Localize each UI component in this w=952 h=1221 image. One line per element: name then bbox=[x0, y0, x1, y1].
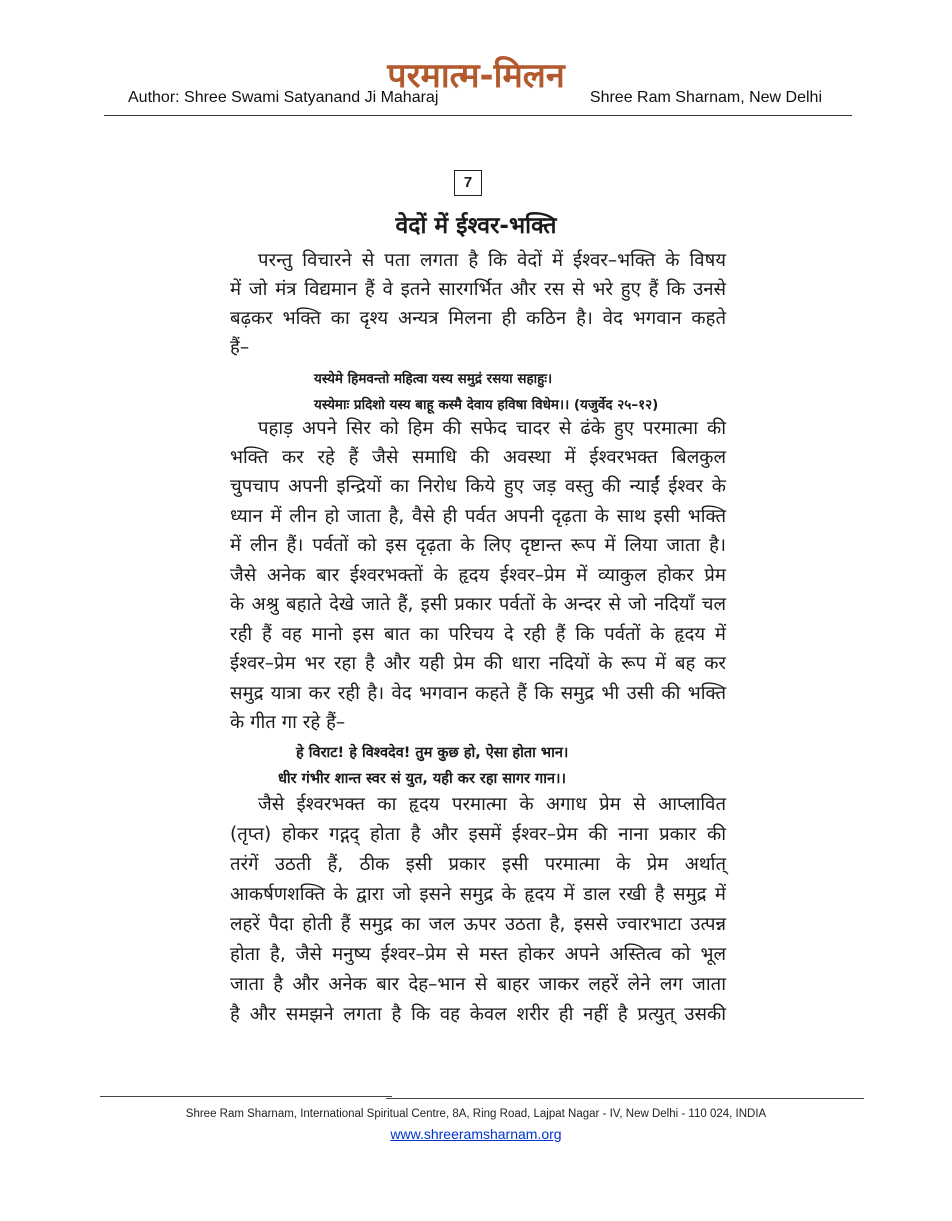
book-title: परमात्म-मिलन bbox=[387, 56, 565, 96]
text-line: तरंगें उठती हैं, ठीक इसी प्रकार इसी परमात्मा के प्रेम अर्थात् bbox=[230, 854, 726, 875]
text-line: पहाड़ अपने सिर को हिम की सफेद चादर से ढंके हुए परमात्मा की bbox=[258, 418, 726, 439]
footer-address: Shree Ram Sharnam, International Spiritual Centre, 8A, Ring Road, Lajpat Nagar - IV, New Delhi - 110 024, INDIA bbox=[185, 1108, 767, 1120]
author-name: Author: Shree Swami Satyanand Ji Maharaj bbox=[128, 89, 439, 106]
text-line: में जो मंत्र विद्यमान हैं वे इतने सारगर्भित और रस से भरे हुए हैं कि उनसे bbox=[230, 279, 726, 300]
chapter-title: वेदों में ईश्वर-भक्ति bbox=[395, 213, 557, 239]
text-line: है और समझने लगता है कि वह केवल शरीर ही नहीं है प्रत्युत् उसकी bbox=[230, 1004, 726, 1025]
header-divider bbox=[104, 115, 852, 116]
organization-name: Shree Ram Sharnam, New Delhi bbox=[589, 89, 822, 106]
page-number: 7 bbox=[454, 170, 482, 196]
text-line: जाता है और अनेक बार देह–भान से बाहर जाकर लहरें लेने लग जाता bbox=[230, 974, 726, 995]
verse-line: यस्येमाः प्रदिशो यस्य बाहू कस्मै देवाय हविषा विधेम।। (यजुर्वेद २५–१२) bbox=[314, 397, 659, 413]
text-line: ईश्वर–प्रेम भर रहा है और यही प्रेम की धारा नदियों के रूप में बह कर bbox=[230, 653, 726, 674]
footer-divider bbox=[100, 1096, 392, 1097]
text-line: जैसे अनेक बार ईश्वरभक्तों के हृदय ईश्वर–प्रेम में व्याकुल होकर प्रेम bbox=[230, 565, 726, 586]
text-line: बढ़कर भक्ति का दृश्य अन्यत्र मिलना ही कठिन है। वेद भगवान कहते bbox=[230, 308, 726, 329]
text-line: ध्यान में लीन हो जाता है, वैसे ही पर्वत अपनी दृढ़ता के साथ इसी भक्ति bbox=[230, 506, 726, 527]
text-line: आकर्षणशक्ति के द्वारा जो इसने समुद्र के हृदय में डाल रखी है समुद्र में bbox=[230, 884, 726, 905]
verse-line: धीर गंभीर शान्त स्वर सं युत, यही कर रहा सागर गान।। bbox=[278, 771, 567, 787]
text-line: होता है, जैसे मनुष्य ईश्वर–प्रेम से मस्त होकर अपने अस्तित्व को भूल bbox=[230, 944, 726, 965]
footer-divider bbox=[386, 1098, 864, 1099]
text-line: में लीन हैं। पर्वतों को इस दृढ़ता के लिए दृष्टान्त रूप में लिया जाता है। bbox=[230, 535, 726, 556]
text-line: हैं– bbox=[230, 337, 250, 358]
text-line: भक्ति कर रहे हैं जैसे समाधि की अवस्था में ईश्वरभक्त बिलकुल bbox=[230, 447, 726, 468]
text-line: रही हैं वह मानो इस बात का परिचय दे रही हैं कि पर्वतों के हृदय में bbox=[230, 624, 726, 645]
text-line: लहरें पैदा होती हैं समुद्र का जल ऊपर उठता है, इससे ज्वारभाटा उत्पन्न bbox=[230, 914, 726, 935]
text-line: परन्तु विचारने से पता लगता है कि वेदों में ईश्वर–भक्ति के विषय bbox=[258, 250, 726, 271]
text-line: के अश्रु बहाते देखे जाते हैं, इसी प्रकार पर्वतों के अन्दर से जो नदियाँ चल bbox=[230, 594, 726, 615]
text-line: (तृप्त) होकर गद्गद् होता है और इसमें ईश्वर–प्रेम की नाना प्रकार की bbox=[230, 824, 726, 845]
text-line: चुपचाप अपनी इन्द्रियों का निरोध किये हुए जड़ वस्तु की न्याईं ईश्वर के bbox=[230, 476, 726, 497]
text-line: समुद्र यात्रा कर रही है। वेद भगवान कहते हैं कि समुद्र भी उसी की भक्ति bbox=[230, 683, 726, 704]
text-line: के गीत गा रहे हैं– bbox=[230, 712, 346, 733]
verse-line: यस्येमे हिमवन्तो महित्वा यस्य समुद्रं रसया सहाहुः। bbox=[314, 371, 553, 387]
verse-line: हे विराट! हे विश्वदेव! तुम कुछ हो, ऐसा होता भान। bbox=[296, 745, 569, 761]
text-line: जैसे ईश्वरभक्त का हृदय परमात्मा के अगाध प्रेम से आप्लावित bbox=[258, 794, 726, 815]
website-link[interactable]: www.shreeramsharnam.org bbox=[390, 1126, 562, 1142]
